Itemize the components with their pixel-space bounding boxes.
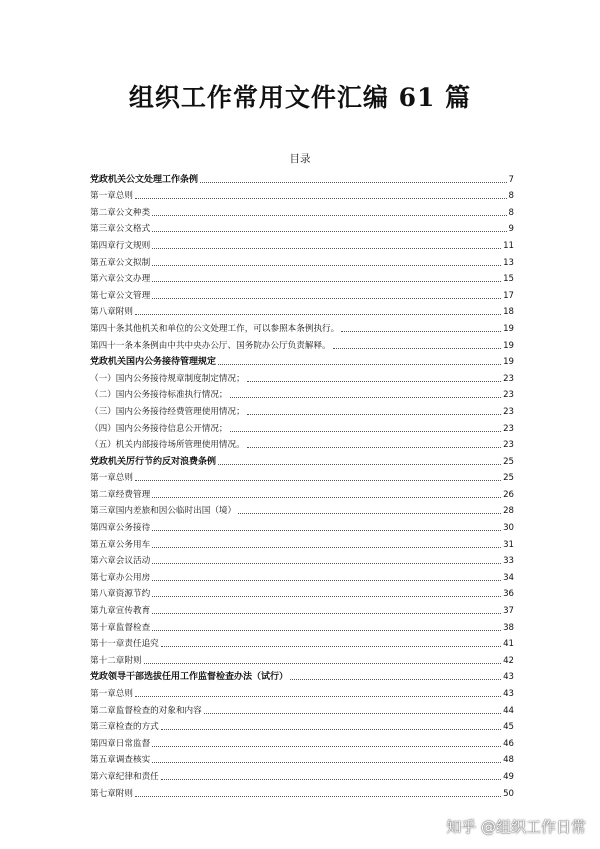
- toc-entry-page: 23: [503, 406, 514, 417]
- toc-entry-page: 9: [508, 224, 514, 235]
- toc-section-entry[interactable]: [90, 666, 514, 683]
- dot-leader: [290, 679, 501, 680]
- toc-entry[interactable]: [90, 417, 514, 434]
- toc-section-entry[interactable]: [90, 351, 514, 368]
- toc-entry-page: 18: [503, 307, 514, 318]
- toc-entry-page: 48: [503, 755, 514, 766]
- toc-entry-page: 43: [503, 672, 514, 683]
- document-title: 组织工作常用文件汇编 61 篇: [128, 83, 472, 112]
- toc-entry-label: 第十二章附则: [90, 655, 142, 666]
- toc-entry-page: 33: [503, 556, 514, 567]
- toc-entry-label: 第五章公文拟制: [90, 257, 151, 268]
- toc-entry-label: 第一章总则: [90, 473, 133, 484]
- toc-entry-label: 第十章监督检查: [90, 622, 151, 633]
- toc-entry-label: 第四十一条本条例由中共中央办公厅、国务院办公厅负责解释。: [90, 340, 331, 351]
- toc-entry-label: 第八章资源节约: [90, 589, 151, 600]
- dot-leader: [341, 331, 501, 332]
- dot-leader: [152, 265, 501, 266]
- toc-entry[interactable]: [90, 483, 514, 500]
- toc-entry[interactable]: [90, 533, 514, 550]
- toc-entry[interactable]: [90, 251, 514, 268]
- toc-entry[interactable]: [90, 301, 514, 318]
- dot-leader: [230, 431, 502, 432]
- toc-entry-label: （三）国内公务接待经费管理使用情况；: [90, 406, 245, 417]
- toc-entry-label: 第三章公文格式: [90, 224, 151, 235]
- dot-leader: [152, 231, 506, 232]
- toc-entry-page: 23: [503, 423, 514, 434]
- toc-entry-label: 第一章总则: [90, 689, 133, 699]
- dot-leader: [152, 248, 501, 249]
- toc-entry[interactable]: [90, 268, 514, 285]
- toc-entry[interactable]: [90, 765, 514, 782]
- toc-entry[interactable]: [90, 699, 514, 716]
- toc-entry-label: 第四章行文规则: [90, 240, 151, 251]
- toc-entry[interactable]: [90, 649, 514, 666]
- toc-entry-page: 19: [503, 323, 514, 334]
- toc-entry[interactable]: [90, 682, 514, 699]
- toc-entry-label: 第七章附则: [90, 788, 133, 799]
- toc-entry[interactable]: [90, 716, 514, 733]
- dot-leader: [144, 663, 501, 664]
- dot-leader: [218, 364, 501, 365]
- toc-entry-label: 第十一章责任追究: [90, 639, 159, 650]
- toc-entry-page: 34: [503, 572, 514, 583]
- toc-entry[interactable]: [90, 583, 514, 600]
- toc-entry[interactable]: [90, 467, 514, 484]
- toc-entry-page: 44: [503, 705, 514, 716]
- toc-entry-label: （四）国内公务接待信息公开情况；: [90, 423, 228, 434]
- dot-leader: [247, 447, 501, 448]
- toc-entry-page: 49: [503, 771, 514, 782]
- toc-entry[interactable]: [90, 201, 514, 218]
- dot-leader: [135, 796, 501, 797]
- toc-entry-label: 第一章总则: [90, 191, 133, 202]
- toc-entry[interactable]: [90, 732, 514, 749]
- toc-entry-page: 30: [503, 523, 514, 534]
- dot-leader: [204, 713, 501, 714]
- toc-entry-label: 第四十条其他机关和单位的公文处理工作，可以参照本条例执行。: [90, 323, 340, 334]
- toc-entry-label: 第四章公务接待: [90, 523, 151, 534]
- toc-entry-page: 11: [503, 240, 514, 251]
- toc-entry[interactable]: [90, 434, 514, 451]
- dot-leader: [152, 580, 501, 581]
- toc-entry-label: （二）国内公务接待标准执行情况；: [90, 390, 228, 401]
- toc-entry-label: 第六章会议活动: [90, 556, 151, 567]
- toc-entry-page: 25: [503, 473, 514, 484]
- toc-entry-label: 第八章附则: [90, 307, 133, 318]
- dot-leader: [152, 497, 501, 498]
- dot-leader: [135, 198, 507, 199]
- dot-leader: [135, 696, 501, 697]
- toc-entry-label: 第三章检查的方式: [90, 722, 159, 733]
- watermark: 知乎 @组织工作日常: [446, 818, 586, 836]
- toc-entry-label: 党政机关国内公务接待管理规定: [90, 357, 217, 368]
- toc-entry[interactable]: [90, 566, 514, 583]
- toc-entry[interactable]: [90, 218, 514, 235]
- toc-entry-page: 7: [508, 174, 514, 185]
- toc-entry-page: 43: [503, 689, 514, 699]
- toc-entry[interactable]: [90, 185, 514, 202]
- toc-entry-label: 第二章经费管理: [90, 489, 151, 500]
- toc-entry-label: 第六章纪律和责任: [90, 771, 159, 782]
- toc-entry-label: （五）机关内部接待场所管理使用情况。: [90, 440, 245, 451]
- dot-leader: [247, 414, 501, 415]
- toc-entry-label: 第五章调查核实: [90, 755, 151, 766]
- dot-leader: [152, 530, 501, 531]
- dot-leader: [161, 779, 501, 780]
- toc-entry-page: 23: [503, 390, 514, 401]
- toc-entry-label: 第三章国内差旅和因公临时出国（境）: [90, 506, 237, 517]
- dot-leader: [238, 513, 501, 514]
- toc-entry-page: 31: [503, 539, 514, 550]
- toc-entry-page: 46: [503, 738, 514, 749]
- toc-entry-label: 第二章公文种类: [90, 207, 151, 218]
- toc-entry-page: 28: [503, 506, 514, 517]
- toc-entry[interactable]: [90, 599, 514, 616]
- toc-heading: 目录: [289, 153, 311, 165]
- toc-entry[interactable]: [90, 400, 514, 417]
- toc-entry-page: 36: [503, 589, 514, 600]
- toc-entry-label: 第五章公务用车: [90, 539, 151, 550]
- toc-entry-page: 45: [503, 722, 514, 733]
- toc-entry[interactable]: [90, 367, 514, 384]
- toc-entry[interactable]: [90, 234, 514, 251]
- toc-entry[interactable]: [90, 317, 514, 334]
- toc-entry[interactable]: [90, 384, 514, 401]
- dot-leader: [152, 281, 501, 282]
- dot-leader: [161, 646, 501, 647]
- dot-leader: [230, 397, 502, 398]
- toc-entry[interactable]: [90, 782, 514, 799]
- toc-entry-page: 17: [503, 290, 514, 301]
- toc-entry-label: （一）国内公务接待规章制度制定情况；: [90, 373, 245, 384]
- toc-entry-page: 23: [503, 440, 514, 451]
- toc-section-entry[interactable]: [90, 168, 514, 185]
- toc-entry-page: 8: [508, 207, 514, 218]
- toc-entry-label: 第九章宣传教育: [90, 606, 151, 617]
- toc-entry-label: 党政机关厉行节约反对浪费条例: [90, 456, 217, 467]
- dot-leader: [218, 464, 501, 465]
- toc-entry-page: 37: [503, 606, 514, 617]
- toc-entry[interactable]: [90, 284, 514, 301]
- toc-entry-label: 党政机关公文处理工作条例: [90, 174, 199, 185]
- toc-entry-label: 第七章公文管理: [90, 290, 151, 301]
- toc-entry-page: 19: [503, 357, 514, 368]
- toc-entry-page: 13: [503, 257, 514, 268]
- toc-entry[interactable]: [90, 749, 514, 766]
- toc-entry-label: 第六章公文办理: [90, 274, 151, 285]
- toc-entry[interactable]: [90, 616, 514, 633]
- dot-leader: [152, 298, 501, 299]
- dot-leader: [152, 596, 501, 597]
- table-of-contents: [90, 168, 514, 799]
- toc-entry[interactable]: [90, 550, 514, 567]
- dot-leader: [152, 613, 501, 614]
- toc-entry-page: 26: [503, 489, 514, 500]
- toc-entry-page: 38: [503, 622, 514, 633]
- toc-section-entry[interactable]: [90, 450, 514, 467]
- toc-entry-page: 25: [503, 456, 514, 467]
- toc-entry-page: 23: [503, 373, 514, 384]
- dot-leader: [161, 729, 501, 730]
- toc-entry[interactable]: [90, 633, 514, 650]
- dot-leader: [135, 480, 501, 481]
- dot-leader: [152, 563, 501, 564]
- toc-entry[interactable]: [90, 516, 514, 533]
- dot-leader: [152, 746, 501, 747]
- toc-entry-page: 42: [503, 655, 514, 666]
- toc-entry-page: 19: [503, 340, 514, 351]
- dot-leader: [152, 547, 501, 548]
- toc-entry-label: 第七章办公用房: [90, 572, 151, 583]
- dot-leader: [200, 182, 507, 183]
- toc-entry-page: 8: [508, 191, 514, 202]
- toc-entry-page: 41: [503, 639, 514, 650]
- dot-leader: [152, 762, 501, 763]
- toc-entry-page: 15: [503, 274, 514, 285]
- toc-entry-label: 第二章监督检查的对象和内容: [90, 705, 202, 716]
- dot-leader: [135, 314, 501, 315]
- dot-leader: [333, 348, 501, 349]
- dot-leader: [247, 381, 501, 382]
- dot-leader: [152, 630, 501, 631]
- toc-entry[interactable]: [90, 334, 514, 351]
- dot-leader: [152, 215, 506, 216]
- toc-entry-label: 党政领导干部选拔任用工作监督检查办法（试行）: [90, 672, 289, 683]
- toc-entry-page: 50: [503, 788, 514, 799]
- toc-entry-label: 第四章日常监督: [90, 738, 151, 749]
- toc-entry[interactable]: [90, 500, 514, 517]
